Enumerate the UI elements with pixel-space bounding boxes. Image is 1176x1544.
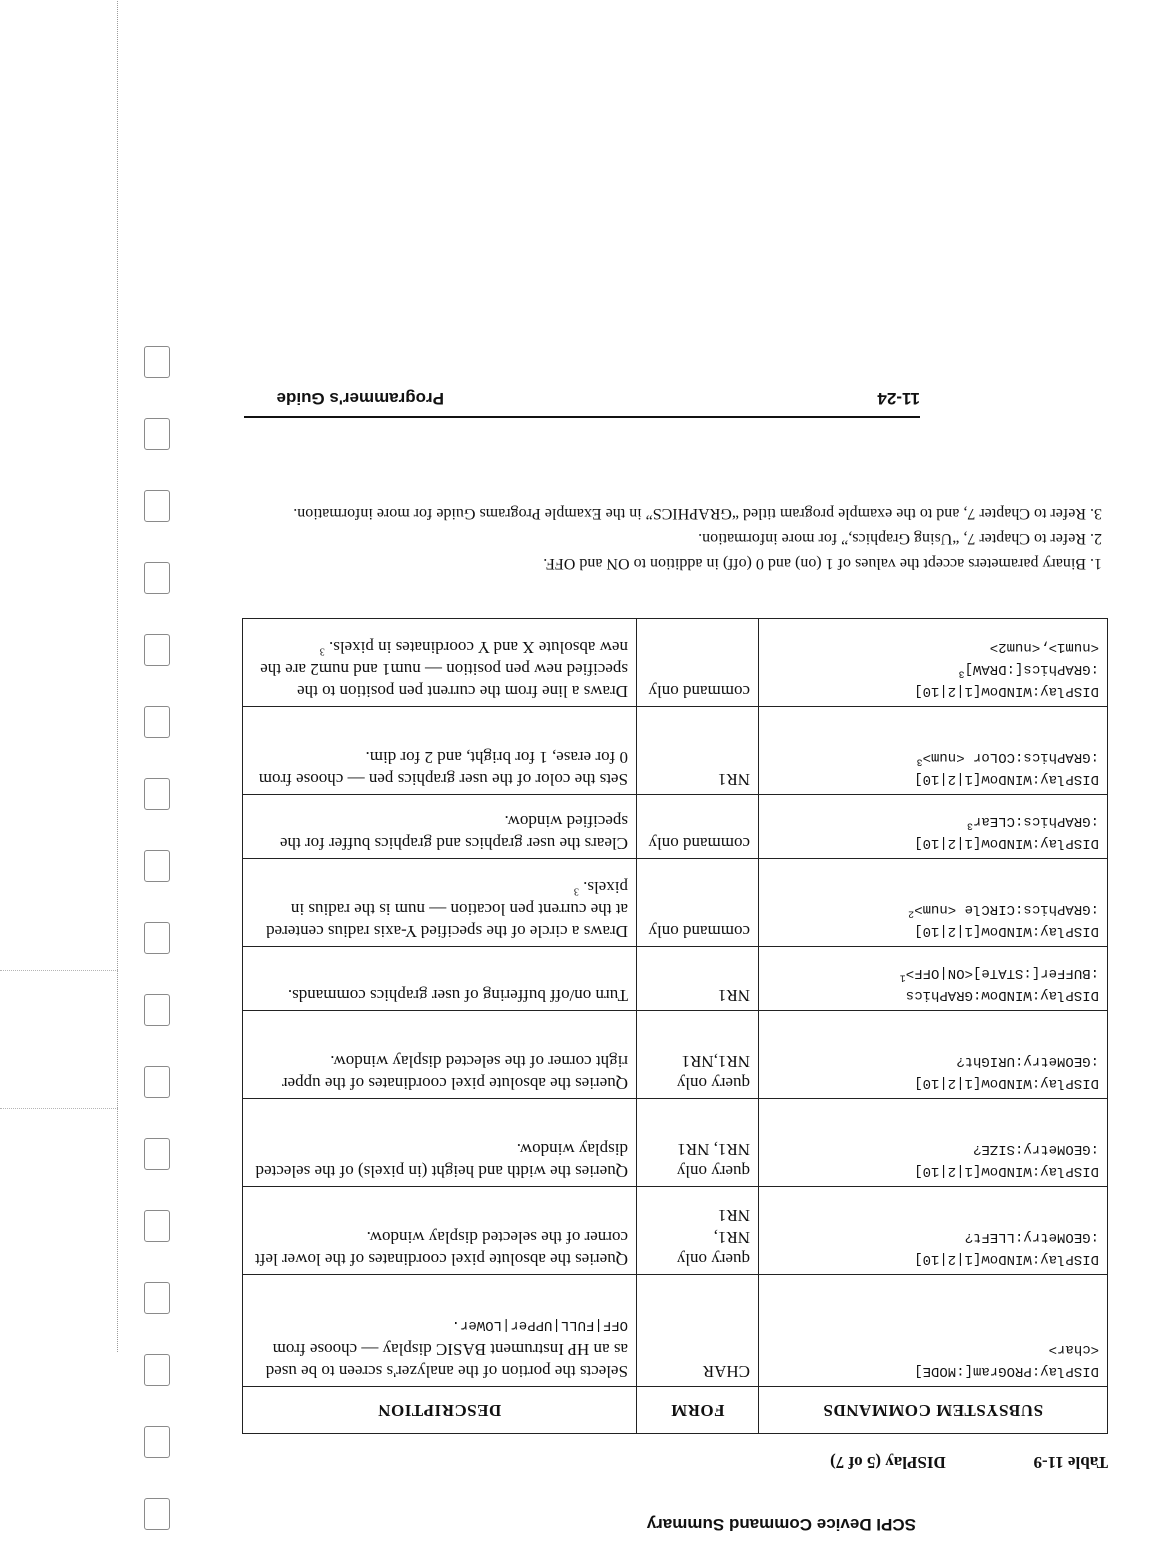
- footnotes: [232, 501, 1102, 576]
- form-cell: [637, 1275, 759, 1387]
- command-cell: [759, 1099, 1108, 1187]
- punch-hole: [144, 634, 170, 666]
- command-cell: [759, 947, 1108, 1011]
- punch-hole: [144, 922, 170, 954]
- description-footnote-ref: 3: [573, 885, 579, 897]
- description-options: OFF|FULL|UPPer|LOWer.: [451, 1317, 628, 1333]
- command-footnote-ref: 3: [916, 755, 923, 767]
- table-number: Table 11-9: [1033, 1453, 1108, 1472]
- description-text: Draws a circle of the specified Y-axis radius centered at the current pen location — num is the radius in pixels.: [266, 878, 628, 941]
- punch-hole: [144, 418, 170, 450]
- form-cell: [637, 859, 759, 947]
- footnote-number: 1.: [1090, 555, 1102, 572]
- command-cell: [759, 859, 1108, 947]
- punch-hole: [144, 778, 170, 810]
- description-cell: [243, 795, 637, 859]
- punch-hole: [144, 346, 170, 378]
- description-text: Draws a line from the current pen position to the specified new pen position — num1 and num2 are the new absolute X and Y coordinates in pixels.: [260, 638, 628, 701]
- description-text: Sets the color of the user graphics pen — choose from 0 for erase, 1 for bright, and 2 for dim.: [258, 748, 628, 789]
- command-cell: [759, 619, 1108, 707]
- col-header-commands: SUBSYSTEM COMMANDS: [759, 1387, 1108, 1434]
- command-cell: [759, 707, 1108, 795]
- punch-hole: [144, 850, 170, 882]
- description-footnote-ref: 3: [319, 645, 325, 657]
- form-cell: [637, 795, 759, 859]
- table-caption: [830, 1452, 1108, 1472]
- command-line-2: :GRAPhics[:DRAW]$^3$: [958, 661, 1099, 679]
- footnote-text: Refer to Chapter 7, and to the example program titled “GRAPHICS” in the Example Programs Guide for more information.: [293, 505, 1086, 522]
- form-value: query only NR1,: [676, 1228, 750, 1269]
- form-value-2: NR1, NR1: [677, 1140, 750, 1159]
- col-header-form: FORM: [637, 1387, 759, 1434]
- form-value: NR1: [717, 770, 750, 789]
- punch-hole: [144, 706, 170, 738]
- form-value: CHAR: [702, 1362, 750, 1381]
- footnote: [232, 551, 1102, 576]
- punch-hole: [144, 994, 170, 1026]
- description-text: Clears the user graphics and graphics buffer for the specified window.: [279, 812, 628, 853]
- form-value: query only: [676, 1162, 750, 1181]
- command-line-1: DISPlay:WINDow:GRAPhics: [905, 987, 1099, 1003]
- command-line-1: DISPlay:WINDow[1|2|10]: [914, 771, 1099, 787]
- command-line-2: <char>: [1048, 1341, 1099, 1357]
- command-cell: [759, 1275, 1108, 1387]
- form-value: command only: [648, 922, 750, 941]
- command-line-1: DISPlay:WINDow[1|2|10]: [914, 1251, 1099, 1267]
- footnote-number: 2.: [1090, 530, 1102, 547]
- punch-hole: [144, 1138, 170, 1170]
- form-cell: [637, 707, 759, 795]
- command-line-3: <num1>,<num2>: [989, 639, 1099, 655]
- description-cell: [243, 1011, 637, 1099]
- description-cell: [243, 1099, 637, 1187]
- table-row: [243, 859, 1108, 947]
- footnote-number: 3.: [1090, 505, 1102, 522]
- form-value: query only: [676, 1074, 750, 1093]
- command-line-1: DISPlay:PROGram[:MODE]: [914, 1363, 1099, 1379]
- punch-hole: [144, 1282, 170, 1314]
- form-value-2: NR1: [717, 1206, 750, 1225]
- table-row: [243, 707, 1108, 795]
- command-line-2: :GEOMetry:URIGht?: [956, 1053, 1099, 1069]
- command-line-2: :GRAPhics:CLEar$^3$: [966, 813, 1099, 831]
- description-text: Queries the absolute pixel coordinates of the lower left corner of the selected display window.: [255, 1228, 628, 1269]
- command-footnote-ref: 3: [958, 667, 965, 679]
- form-cell: [637, 947, 759, 1011]
- punch-hole: [144, 1498, 170, 1530]
- col-header-description: DESCRIPTION: [243, 1387, 637, 1434]
- command-line-2: :GEOMetry:LLEFt?: [964, 1229, 1099, 1245]
- form-cell: [637, 1099, 759, 1187]
- command-cell: [759, 1011, 1108, 1099]
- footnote: [232, 526, 1102, 551]
- description-cell: [243, 947, 637, 1011]
- table-header-row: [243, 1387, 1108, 1434]
- command-line-1: DISPlay:WINDow[1|2|10]: [914, 923, 1099, 939]
- description-cell: [243, 707, 637, 795]
- command-footnote-ref: 3: [966, 819, 973, 831]
- punch-hole: [144, 490, 170, 522]
- footer-rule: [244, 416, 920, 418]
- command-line-1: DISPlay:WINDow[1|2|10]: [914, 683, 1099, 699]
- command-table: [242, 618, 1108, 1434]
- description-cell: [243, 859, 637, 947]
- punch-hole: [144, 562, 170, 594]
- table-row: [243, 1275, 1108, 1387]
- punch-hole: [144, 1426, 170, 1458]
- page-number: 11-24: [877, 389, 920, 408]
- form-value-2: NR1,NR1: [681, 1052, 750, 1071]
- description-text: Turn on/off buffering of user graphics commands.: [287, 986, 628, 1005]
- punch-hole: [144, 1066, 170, 1098]
- description-cell: [243, 1275, 637, 1387]
- description-cell: [243, 1187, 637, 1275]
- table-title: DISPlay (5 of 7): [830, 1453, 946, 1472]
- command-footnote-ref: 2: [908, 907, 915, 919]
- table-row: [243, 1187, 1108, 1275]
- table-row: [243, 1099, 1108, 1187]
- command-line-2: :BUFFer[:STATe]<ON|OFF>$^1$: [899, 965, 1099, 983]
- command-line-2: :GRAPhics:CIRCle <num>$^2$: [908, 901, 1099, 919]
- punch-hole: [144, 1354, 170, 1386]
- description-text: Selects the portion of the analyzer's screen to be used as an HP Instrument BASIC display — choose from: [265, 1340, 628, 1381]
- table-row: [243, 795, 1108, 859]
- command-line-2: :GEOMetry:SIZE?: [972, 1141, 1099, 1157]
- description-cell: [243, 619, 637, 707]
- form-cell: [637, 619, 759, 707]
- command-line-1: DISPlay:WINDow[1|2|10]: [914, 1075, 1099, 1091]
- form-cell: [637, 1187, 759, 1275]
- command-cell: [759, 795, 1108, 859]
- footnote: [232, 501, 1102, 526]
- form-value: command only: [648, 834, 750, 853]
- punch-hole: [144, 1210, 170, 1242]
- footnote-text: Refer to Chapter 7, “Using Graphics,” for more information.: [698, 530, 1086, 547]
- form-value: NR1: [717, 986, 750, 1005]
- table-row: [243, 947, 1108, 1011]
- form-value: command only: [648, 682, 750, 701]
- footnote-text: Binary parameters accept the values of 1 (on) and 0 (off) in addition to ON and OFF.: [543, 555, 1086, 572]
- table-row: [243, 619, 1108, 707]
- command-cell: [759, 1187, 1108, 1275]
- description-text: Queries the absolute pixel coordinates of the upper right corner of the selected display window.: [281, 1052, 628, 1093]
- guide-name: Programmer's Guide: [276, 389, 444, 408]
- command-footnote-ref: 1: [899, 971, 906, 983]
- command-line-1: DISPlay:WINDow[1|2|10]: [914, 835, 1099, 851]
- command-line-2: :GRAPhics:COLor <num>$^3$: [916, 749, 1099, 767]
- description-text: Queries the width and height (in pixels) of the selected display window.: [255, 1140, 628, 1181]
- running-head: SCPI Device Command Summary: [646, 1515, 916, 1534]
- command-line-1: DISPlay:WINDow[1|2|10]: [914, 1163, 1099, 1179]
- form-cell: [637, 1011, 759, 1099]
- table-row: [243, 1011, 1108, 1099]
